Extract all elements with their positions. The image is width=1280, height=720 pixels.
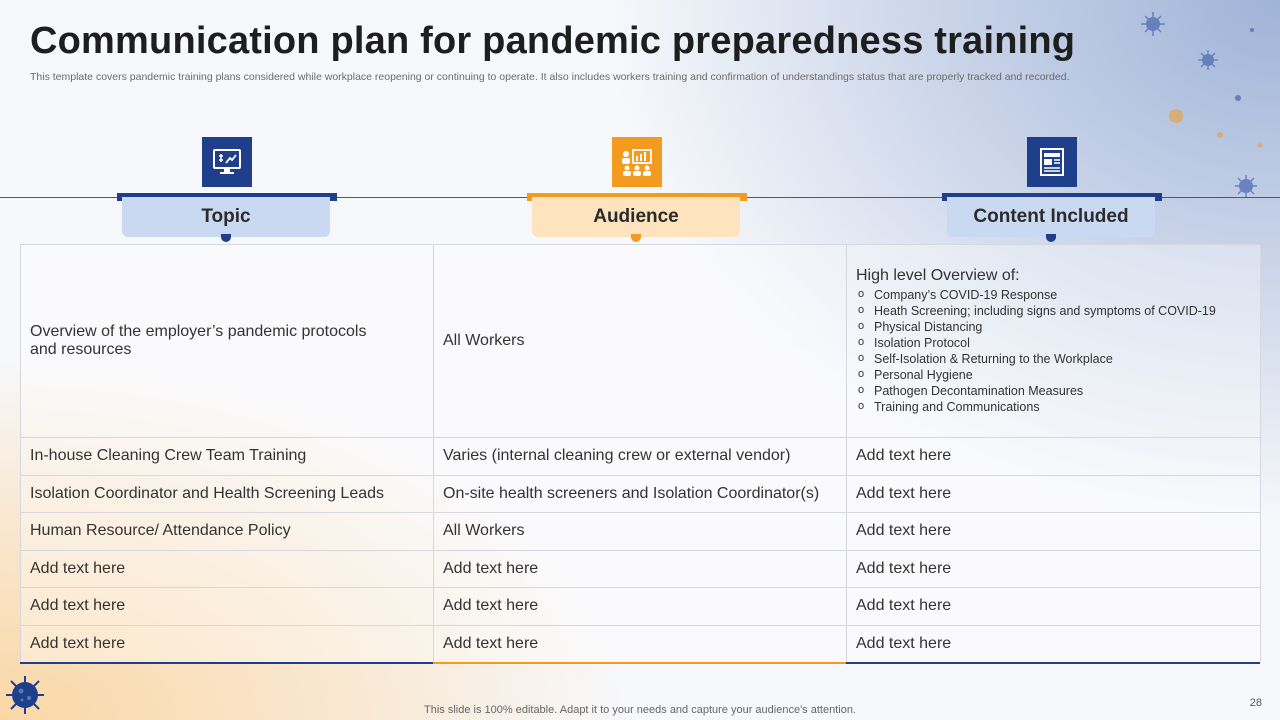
list-item: o Self-Isolation & Returning to the Workplace — [856, 351, 1251, 367]
list-item: o Training and Communications — [856, 399, 1251, 415]
newspaper-icon — [1027, 137, 1077, 187]
topic-cell: In-house Cleaning Crew Team Training — [21, 438, 434, 476]
content-list — [856, 287, 1251, 415]
column-label-content: Content Included — [947, 197, 1155, 237]
audience-cell: Varies (internal cleaning crew or external vendor) — [434, 438, 847, 476]
audience-cell: On-site health screeners and Isolation Coordinator(s) — [434, 475, 847, 513]
topic-cell: Isolation Coordinator and Health Screening Leads — [21, 475, 434, 513]
content-cell: Add text here — [847, 438, 1261, 476]
content-cell: Add text here — [847, 550, 1261, 588]
table-row — [21, 475, 1261, 513]
table-row — [21, 438, 1261, 476]
table-row — [21, 550, 1261, 588]
topic-cell: Add text here — [21, 625, 434, 662]
list-item: o Pathogen Decontamination Measures — [856, 383, 1251, 399]
audience-cell: Add text here — [434, 625, 847, 662]
column-header-content — [942, 137, 1162, 247]
list-item: o Physical Distancing — [856, 319, 1251, 335]
content-cell: Add text here — [847, 588, 1261, 626]
table-bottom-accent — [846, 662, 1260, 664]
topic-cell: Overview of the employer’s pandemic protocols and resources — [21, 245, 434, 438]
table-row — [21, 625, 1261, 662]
audience-cell: Add text here — [434, 550, 847, 588]
content-cell: Add text here — [847, 513, 1261, 551]
column-pointer — [221, 234, 231, 242]
content-cell — [847, 245, 1261, 438]
column-label-topic: Topic — [122, 197, 330, 237]
slide-subtitle: This template covers pandemic training plans considered while workplace reopening or continuing to operate. It also includes workers training and confirmation of understandings status that are properly tracked and recorded. — [30, 71, 1070, 83]
presentation-audience-icon — [612, 137, 662, 187]
page-number: 28 — [1249, 697, 1262, 709]
footer-note: This slide is 100% editable. Adapt it to your needs and capture your audience's attention. — [424, 704, 856, 716]
monitor-chart-icon — [202, 137, 252, 187]
audience-cell: All Workers — [434, 245, 847, 438]
topic-cell: Add text here — [21, 588, 434, 626]
table-row — [21, 245, 1261, 438]
column-pointer — [631, 234, 641, 242]
column-header-topic — [117, 137, 337, 247]
table-bottom-accent — [433, 662, 846, 664]
topic-cell: Add text here — [21, 550, 434, 588]
column-label-audience: Audience — [532, 197, 740, 237]
content-cell: Add text here — [847, 475, 1261, 513]
slide-title: Communication plan for pandemic preparedness training — [30, 20, 1076, 62]
column-pointer — [1046, 234, 1056, 242]
communication-plan-table — [20, 244, 1261, 662]
table-row — [21, 588, 1261, 626]
list-item: o Isolation Protocol — [856, 335, 1251, 351]
content-cell: Add text here — [847, 625, 1261, 662]
list-item: o Personal Hygiene — [856, 367, 1251, 383]
audience-cell: All Workers — [434, 513, 847, 551]
table-bottom-accent — [20, 662, 433, 664]
table-row — [21, 513, 1261, 551]
content-heading: High level Overview of: — [856, 267, 1020, 284]
list-item: o Heath Screening; including signs and symptoms of COVID-19 — [856, 303, 1251, 319]
topic-cell: Human Resource/ Attendance Policy — [21, 513, 434, 551]
column-header-audience — [527, 137, 747, 247]
list-item: o Company’s COVID-19 Response — [856, 287, 1251, 303]
audience-cell: Add text here — [434, 588, 847, 626]
